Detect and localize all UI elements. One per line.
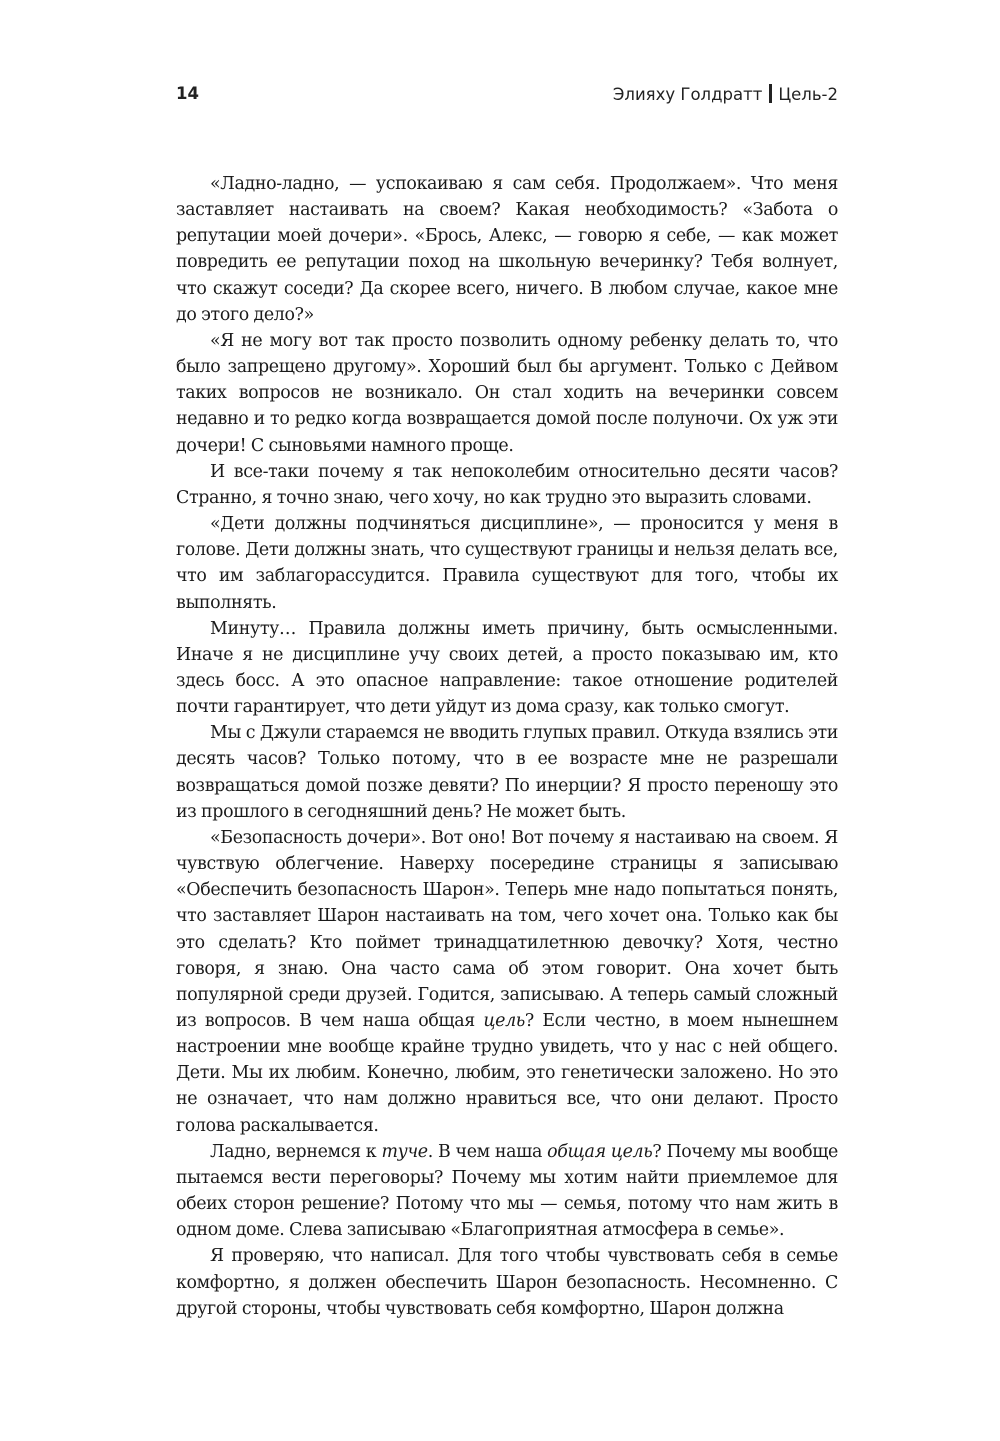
text-run: Минуту… Правила должны иметь причину, быть осмысленными. Иначе я не дисциплине учу своих детей, а просто показываю им, кто здесь босс. А это опасное направление: такое отношение родителей почти гарантирует, что дети уйдут из дома сразу, как только смогут.	[176, 618, 838, 718]
text-run: И все-таки почему я так непоколебим относительно десяти часов? Странно, я точно знаю, чего хочу, но как трудно это выразить словами.	[176, 461, 838, 508]
text-run: «Ладно-ладно, — успокаиваю я сам себя. Продолжаем». Что меня заставляет настаивать на своем? Какая необходимость? «Забота о репутации моей дочери». «Брось, Алекс, — говорю я себе, — как может повредить ее репутации поход на школьную вечеринку? Тебя волнует, что скажут соседи? Да скорее всего, ничего. В любом случае, какое мне до этого дело?»	[176, 174, 838, 325]
book-title: Цель-2	[778, 85, 838, 104]
text-run: ? Если честно, в моем нынешнем настроении мне вообще крайне трудно увидеть, что у нас с ней общего. Дети. Мы их любим. Конечно, любим, это генетически заложено. Но это не означает, что нам должно нравиться все, что они делают. Просто голова раскалывается.	[176, 1011, 839, 1136]
italic-text-run: цель	[483, 1011, 525, 1031]
paragraph	[176, 459, 838, 511]
italic-text-run: туче	[381, 1141, 428, 1162]
paragraph	[176, 616, 838, 721]
paragraph	[176, 511, 838, 616]
italic-text-run: общая цель	[547, 1141, 653, 1162]
body-text	[176, 171, 838, 1322]
running-head	[613, 84, 838, 104]
header-separator	[769, 84, 772, 103]
paragraph	[176, 1139, 838, 1244]
paragraph	[176, 171, 838, 328]
paragraph	[176, 1243, 838, 1321]
text-run: . В чем наша	[427, 1141, 548, 1162]
text-run: Мы с Джули стараемся не вводить глупых правил. Откуда взялись эти десять часов? Только потому, что в ее возрасте мне не разрешали возвращаться домой позже девяти? По инерции? Я просто переношу это из прошлого в сегодняшний день? Не может быть.	[176, 723, 838, 822]
text-run: ? Почему мы вообще пытаемся вести переговоры? Почему мы хотим найти приемлемое для обеих сторон решение? Потому что мы — семья, потому что нам жить в одном доме. Слева записываю «Благоприятная атмосфера в семье».	[176, 1141, 838, 1241]
text-run: Я проверяю, что написал. Для того чтобы чувствовать себя в семье комфортно, я должен обеспечить Шарон безопасность. Несомненно. С другой стороны, чтобы чувствовать себя комфортно, Шарон должна	[176, 1246, 838, 1319]
paragraph	[176, 825, 838, 1139]
text-run: «Безопасность дочери». Вот оно! Вот почему я настаиваю на своем. Я чувствую облегчение. Наверху посередине страницы я записываю «Обеспечить безопасность Шарон». Теперь мне надо попытаться понять, что заставляет Шарон настаивать на том, чего хочет она. Только как бы это сделать? Кто поймет тринадцатилетнюю девочку? Хотя, честно говоря, я знаю. Она часто сама об этом говорит. Она хочет быть популярной среди друзей. Годится, записываю. А теперь самый сложный из вопросов. В чем наша общая	[176, 827, 838, 1031]
paragraph	[176, 720, 838, 825]
page-header	[176, 84, 838, 110]
text-run: Ладно, вернемся к	[210, 1141, 382, 1162]
paragraph	[176, 328, 838, 459]
author-name: Элияху Голдратт	[612, 85, 763, 104]
text-run: «Дети должны подчиняться дисциплине», — проносится у меня в голове. Дети должны знать, что существуют границы и нельзя делать все, что им заблагорассудится. Правила существуют для того, чтобы их выполнять.	[176, 514, 838, 613]
page-number: 14	[176, 84, 199, 103]
text-run: «Я не могу вот так просто позволить одному ребенку делать то, что было запрещено другому». Хороший был бы аргумент. Только с Дейвом таких вопросов не возникало. Он стал ходить на вечеринки совсем недавно и то редко когда возвращается домой после полуночи. Ох уж эти дочери! С сыновьями намного проще.	[176, 330, 838, 456]
